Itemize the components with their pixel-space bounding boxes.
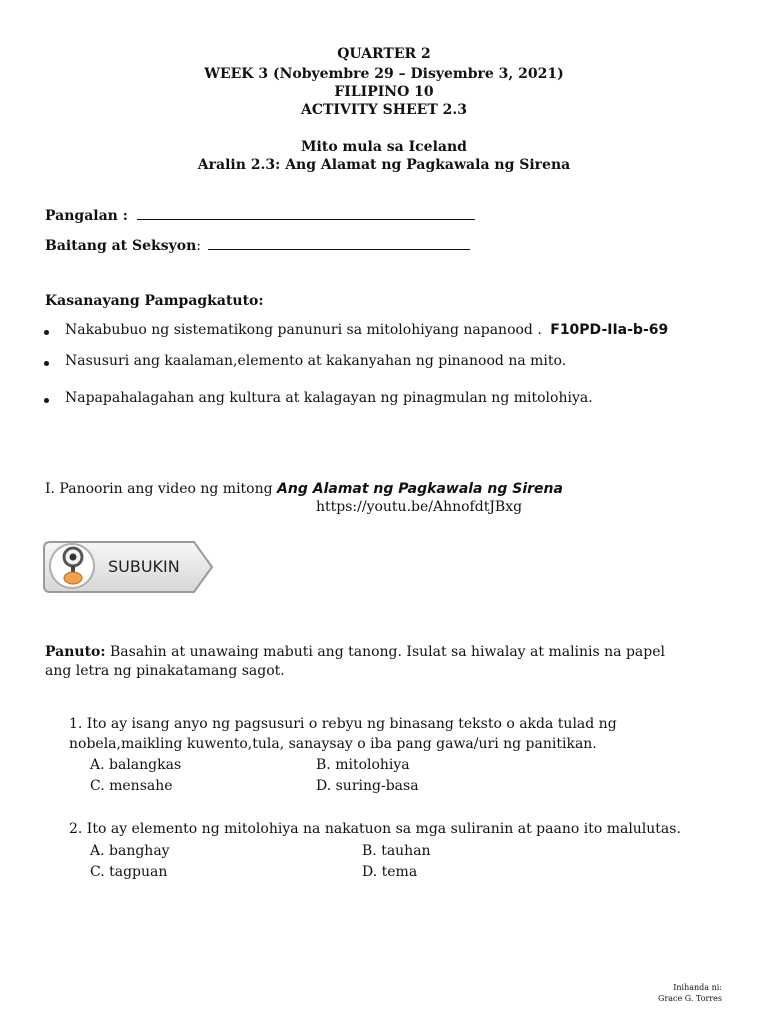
- competency-item-3: Napapahalagahan ang kultura at kalagayan ng pinagmulan ng mitolohiya.: [65, 390, 593, 406]
- video-instruction-text: I. Panoorin ang video ng mitong: [45, 481, 273, 497]
- activity-heading: ACTIVITY SHEET 2.3: [301, 102, 467, 118]
- section-field[interactable]: [45, 235, 470, 254]
- subukin-label: SUBUKIN: [108, 557, 180, 576]
- question-2-line-1: 2. Ito ay elemento ng mitolohiya na nakatuon sa mga suliranin at paano ito malulutas.: [69, 821, 681, 837]
- week-heading: WEEK 3 (Nobyembre 29 – Disyembre 3, 2021): [204, 66, 564, 82]
- section-colon: :: [196, 238, 201, 254]
- competencies-title: Kasanayang Pampagkatuto:: [45, 293, 264, 309]
- subject-heading: FILIPINO 10: [334, 84, 434, 100]
- section-label: Baitang at Seksyon: [45, 238, 197, 254]
- q2-choice-b[interactable]: B. tauhan: [362, 843, 431, 859]
- q2-choice-d[interactable]: D. tema: [362, 864, 418, 880]
- section-blank[interactable]: [208, 237, 470, 250]
- directions-line-2: ang letra ng pinakatamang sagot.: [45, 663, 285, 679]
- q1-choice-b[interactable]: B. mitolohiya: [316, 757, 410, 773]
- directions-label: Panuto:: [45, 644, 106, 660]
- q1-choice-a[interactable]: A. balangkas: [90, 757, 182, 773]
- bullet-icon: [44, 330, 49, 335]
- bullet-icon: [44, 361, 49, 366]
- competency-item-2: Nasusuri ang kaalaman,elemento at kakanyahan ng pinanood na mito.: [65, 353, 567, 369]
- name-blank[interactable]: [137, 207, 475, 220]
- prepared-by-label: Inihanda ni:: [673, 983, 722, 992]
- name-label: Pangalan :: [45, 208, 128, 224]
- question-1-line-2: nobela,maikling kuwento,tula, sanaysay o iba pang gawa/uri ng panitikan.: [69, 736, 597, 752]
- q1-choice-d[interactable]: D. suring-basa: [316, 778, 419, 794]
- quarter-heading: QUARTER 2: [337, 46, 431, 62]
- magnifier-icon: [50, 544, 94, 588]
- competency-code: F10PD-IIa-b-69: [550, 322, 669, 338]
- question-1-line-1: 1. Ito ay isang anyo ng pagsusuri o rebyu ng binasang teksto o akda tulad ng: [69, 716, 617, 732]
- competency-text-1: Nakabubuo ng sistematikong panunuri sa mitolohiyang napanood .: [65, 322, 542, 338]
- competency-item-1: [65, 322, 668, 338]
- directions-line-1: [45, 644, 665, 660]
- author-name: Grace G. Torres: [658, 994, 722, 1003]
- q2-choice-c[interactable]: C. tagpuan: [90, 864, 168, 880]
- directions-text-1: Basahin at unawaing mabuti ang tanong. Isulat sa hiwalay at malinis na papel: [110, 644, 666, 660]
- name-field[interactable]: [45, 205, 475, 224]
- video-instruction: [45, 481, 563, 497]
- video-title: Ang Alamat ng Pagkawala ng Sirena: [277, 481, 563, 497]
- lesson-heading: Aralin 2.3: Ang Alamat ng Pagkawala ng Sirena: [197, 157, 571, 173]
- myth-heading: Mito mula sa Iceland: [301, 139, 467, 155]
- subukin-badge: [42, 536, 216, 598]
- q1-choice-c[interactable]: C. mensahe: [90, 778, 173, 794]
- q2-choice-a[interactable]: A. banghay: [90, 843, 170, 859]
- bullet-icon: [44, 398, 49, 403]
- video-link[interactable]: https://youtu.be/AhnofdtJBxg: [316, 499, 523, 515]
